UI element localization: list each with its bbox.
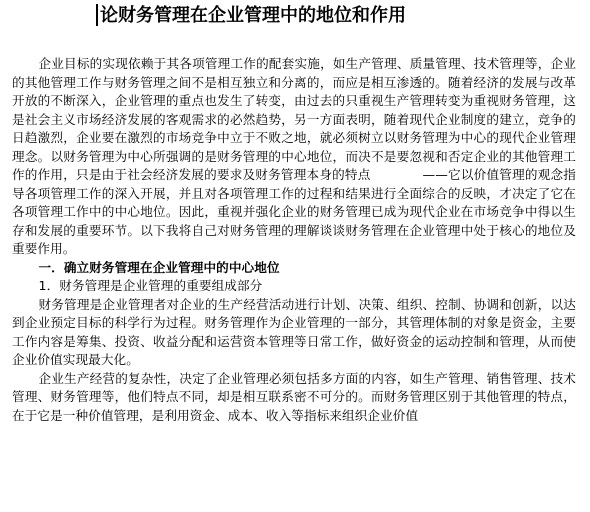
text-cursor bbox=[96, 4, 98, 26]
intro-part-2: ——它以价值管理的观念指导各项管理工作的深入开展，并且对各项管理工作的过程和结果进行全面综合的反映，才决定了它在各项管理工作中的中心地位。因此，重视并强化企业的财务管理已成为现代企业在市场竞争中得以生存和发展的重要环节。以下我将自己对财务管理的理解谈谈财务管理在企业管理中处于核心的地位及重要作用。 bbox=[12, 167, 576, 256]
intro-paragraph bbox=[12, 55, 576, 259]
sub-heading-1: 1．财务管理是企业管理的重要组成部分 bbox=[38, 278, 263, 293]
document-body bbox=[12, 55, 576, 425]
document-title: 论财务管理在企业管理中的地位和作用 bbox=[100, 5, 406, 26]
intro-part-1: 企业目标的实现依赖于其各项管理工作的配套实施，如生产管理、质量管理、技术管理等，企业的其他管理工作与财务管理之间不是相互独立和分离的，而应是相互渗透的。随着经济的发展与改革开放的不断深入，企业管理的重点也发生了转变，由过去的只重视生产管理转变为重视财务管理，这是社会主义市场经济发展的客观需求的必然趋势，另一方面表明，随着现代企业制度的建立，竞争的日趋激烈，企业要在激烈的市场竞争中立于不败之地，就必须树立以财务管理为中心的现代企业管理理念。以财务管理为中心所强调的是财务管理的中心地位，而决不是要忽视和否定企业的其他管理工作的作用，只是由于社会经济发展的要求及财务管理本身的特点 bbox=[12, 56, 576, 182]
paragraph-financial-management: 财务管理是企业管理者对企业的生产经营活动进行计划、决策、组织、控制、协调和创新，以达到企业预定目标的科学行为过程。财务管理作为企业管理的一部分，其管理体制的对象是资金，主要工作内容是筹集、投资、收益分配和运营资本管理等日常工作，做好资金的运动控制和管理，从而使企业价值实现最大化。 bbox=[12, 296, 576, 367]
section-heading-1: 一．确立财务管理在企业管理中的中心地位 bbox=[38, 259, 280, 275]
paragraph-business-complexity: 企业生产经营的复杂性，决定了企业管理必须包括多方面的内容，如生产管理、销售管理、技术管理、财务管理等，他们特点不同，却是相互联系密不可分的。而财务管理区别于其他管理的特点，在于它是一种价值管理，是利用资金、成本、收入等指标来组织企业价值 bbox=[12, 370, 576, 423]
